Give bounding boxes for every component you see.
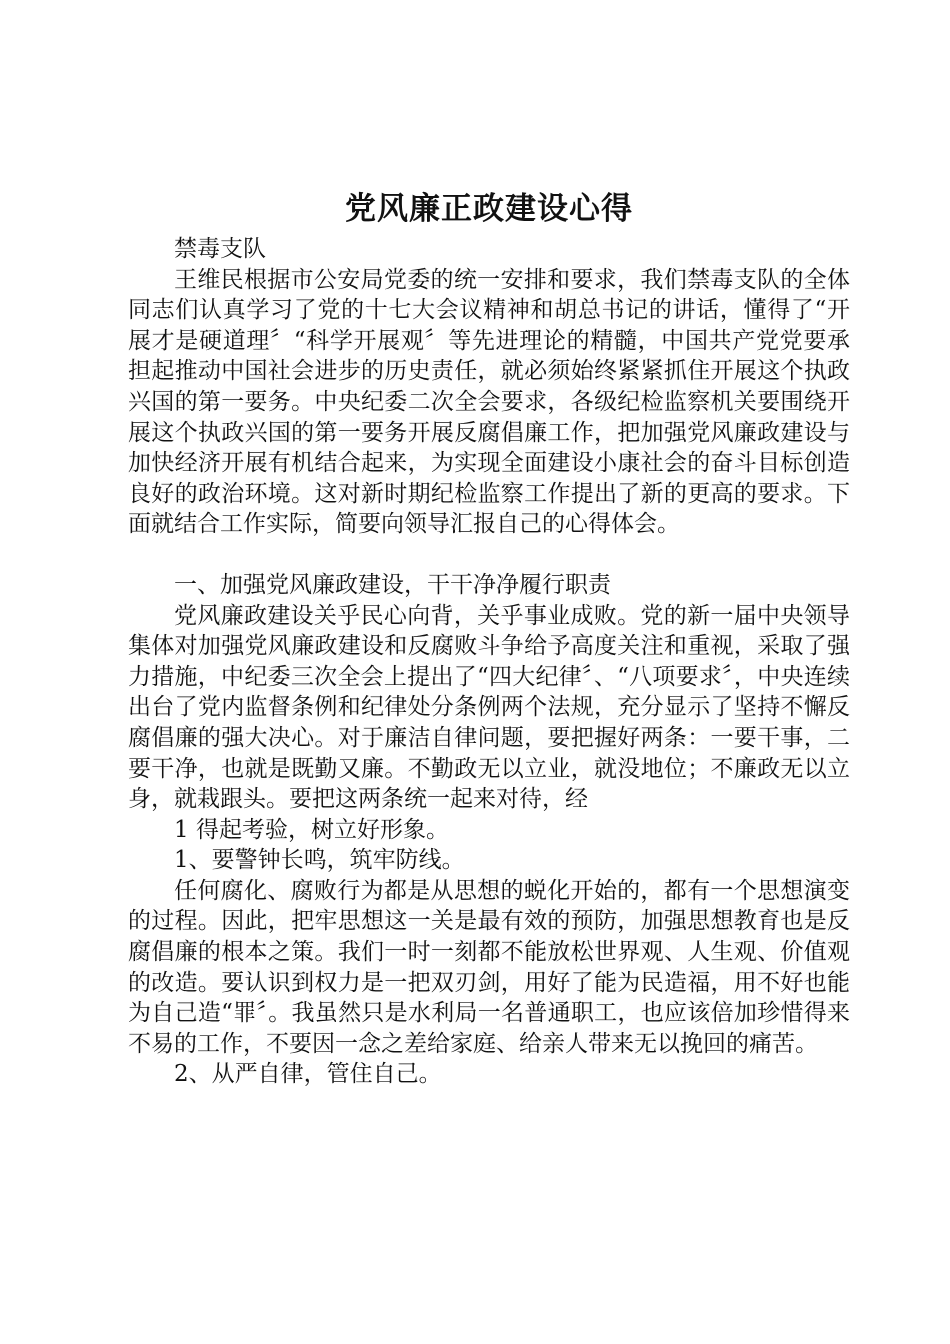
section-1-heading: 一、加强党风廉政建设，干干净净履行职责 xyxy=(174,571,611,598)
document-title: 党风廉正政建设心得 xyxy=(345,191,633,227)
section-1-paragraph: 党风廉政建设关乎民心向背，关乎事业成败。党的新一届中央领导集体对加强党风廉政建设和反腐败斗争给予高度关注和重视，采取了强力措施，中纪委三次全会上提出了“四大纪律〞、“八项要求〞，中央连续出台了党内监督条例和纪律处分条例两个法规，充分显示了坚持不懈反腐倡廉的强大决心。对于廉洁自律问题，要把握好两条：一要干事，二要干净，也就是既勤又廉。不勤政无以立业，就没地位；不廉政无以立身，就栽跟头。要把这两条统一起来对待，经 xyxy=(128,602,850,813)
document-page xyxy=(128,186,850,1090)
intro-paragraph: 王维民根据市公安局党委的统一安排和要求，我们禁毒支队的全体同志们认真学习了党的十七大会议精神和胡总书记的讲话，懂得了“开展才是硬道理〞“科学开展观〞等先进理论的精髓，中国共产党党要承担起推动中国社会进步的历史责任，就必须始终紧紧抓住开展这个执政兴国的第一要务。中央纪委二次全会要求，各级纪检监察机关要围绕开展这个执政兴国的第一要务开展反腐倡廉工作，把加强党风廉政建设与加快经济开展有机结合起来，为实现全面建设小康社会的奋斗目标创造良好的政治环境。这对新时期纪检监察工作提出了新的更高的要求。下面就结合工作实际，简要向领导汇报自己的心得体会。 xyxy=(128,266,850,538)
point-1-heading: 1、要警钟长鸣，筑牢防线。 xyxy=(174,847,465,874)
author-unit: 禁毒支队 xyxy=(174,236,266,262)
point-1-paragraph: 任何腐化、腐败行为都是从思想的蜕化开始的，都有一个思想演变的过程。因此，把牢思想这一关是最有效的预防，加强思想教育也是反腐倡廉的根本之策。我们一时一刻都不能放松世界观、人生观、价值观的改造。要认识到权力是一把双刃剑，用好了能为民造福，用不好也能为自己造“罪〞。我虽然只是水利局一名普通职工，也应该倍加珍惜得来不易的工作，不要因一念之差给家庭、给亲人带来无以挽回的痛苦。 xyxy=(128,877,850,1057)
point-2-heading: 2、从严自律，管住自己。 xyxy=(174,1061,442,1088)
paragraph-gap xyxy=(128,540,850,570)
page-break-line: 1 得起考验，树立好形象。 xyxy=(174,816,449,843)
